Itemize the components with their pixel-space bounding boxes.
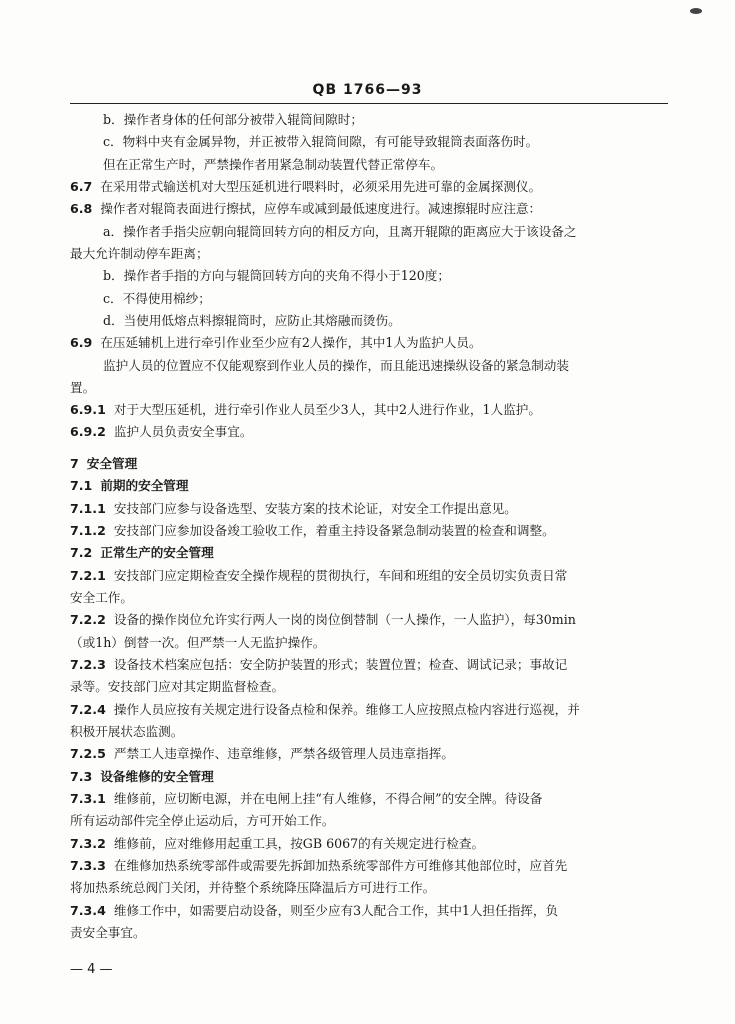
text-line xyxy=(70,568,567,584)
clause-text: 在采用带式输送机对大型压延机进行喂料时，必须采用先进可靠的金属探测仪。 xyxy=(100,178,542,194)
text-line xyxy=(70,612,576,628)
text-line xyxy=(70,335,482,351)
text-line xyxy=(70,836,484,852)
clause-number: 6.8 xyxy=(70,201,93,217)
clause-number: 7 xyxy=(70,456,79,472)
clause-number: 7.1.1 xyxy=(70,500,106,516)
clause-number: 6.9 xyxy=(70,335,93,351)
text-line xyxy=(70,679,284,695)
clause-text: 前期的安全管理 xyxy=(100,478,189,494)
clause-text: 维修前，应对维修用起重工具，按GB 6067的有关规定进行检查。 xyxy=(113,835,485,851)
text-line xyxy=(70,903,558,919)
clause-text: 在压延辅机上进行牵引作业至少应有2人操作，其中1人为监护人员。 xyxy=(100,335,482,351)
text-line xyxy=(70,246,209,262)
clause-number: 7.3.2 xyxy=(70,835,106,851)
text-line xyxy=(70,746,454,762)
clause-number: 7.2.4 xyxy=(70,701,106,717)
clause-text: b．操作者手指的方向与辊筒回转方向的夹角不得小于120度； xyxy=(103,268,450,284)
text-line xyxy=(103,358,569,374)
clause-text: 监护人员负责安全事宜。 xyxy=(113,424,253,440)
clause-text: 安全工作。 xyxy=(70,590,133,606)
clause-text: 正常生产的安全管理 xyxy=(100,545,214,561)
clause-number: 7.3 xyxy=(70,768,93,784)
text-line xyxy=(70,380,95,396)
standard-code-header: QB 1766—93 xyxy=(312,82,423,98)
text-line xyxy=(70,424,252,440)
clause-number: 7.1.2 xyxy=(70,523,106,539)
text-line xyxy=(70,201,541,217)
text-line xyxy=(70,880,435,896)
clause-text: c．不得使用棉纱； xyxy=(103,290,211,306)
clause-text: 监护人员的位置应不仅能观察到作业人员的操作，而且能迅速操纵设备的紧急制动装 xyxy=(103,357,569,373)
clause-text: 将加热系统总阀门关闭，并待整个系统降压降温后方可进行工作。 xyxy=(70,880,436,896)
clause-text: 安技部门应参加设备竣工验收工作，着重主持设备紧急制动装置的检查和调整。 xyxy=(113,523,555,539)
text-line xyxy=(70,402,541,418)
clause-number: 7.1 xyxy=(70,478,93,494)
page-number: — 4 — xyxy=(70,962,113,977)
text-line xyxy=(103,134,538,150)
text-line xyxy=(70,791,542,807)
clause-number: 6.9.2 xyxy=(70,424,106,440)
clause-text: 所有运动部件完全停止运动后，方可开始工作。 xyxy=(70,813,335,829)
clause-text: 对于大型压延机，进行牵引作业人员至少3人，其中2人进行作业，1人监护。 xyxy=(113,402,541,418)
text-line xyxy=(103,112,363,128)
header-rule xyxy=(70,103,668,104)
clause-text: 置。 xyxy=(70,379,96,395)
clause-text: （或1h）倒替一次。但严禁一人无监护操作。 xyxy=(70,634,326,650)
clause-number: 6.9.1 xyxy=(70,402,106,418)
clause-text: 安技部门应参与设备选型、安装方案的技术论证，对安全工作提出意见。 xyxy=(113,500,517,516)
clause-number: 6.7 xyxy=(70,178,93,194)
clause-number: 7.2.5 xyxy=(70,746,106,762)
text-line xyxy=(70,478,188,494)
clause-text: b．操作者身体的任何部分被带入辊筒间隙时； xyxy=(103,112,363,127)
text-line xyxy=(70,179,541,195)
clause-number: 7.2.2 xyxy=(70,612,106,628)
text-line xyxy=(70,456,137,472)
text-line xyxy=(70,769,214,785)
text-line xyxy=(70,925,146,941)
text-line xyxy=(70,657,567,673)
clause-number: 7.2 xyxy=(70,545,93,561)
clause-text: 积极开展状态监测。 xyxy=(70,723,184,739)
clause-text: 维修前，应切断电源，并在电闸上挂“有人维修，不得合闸”的安全牌。待设备 xyxy=(113,790,543,806)
clause-number: 7.3.3 xyxy=(70,857,106,873)
clause-text: 维修工作中，如需要启动设备，则至少应有3人配合工作，其中1人担任指挥，负 xyxy=(113,902,559,918)
clause-text: 责安全事宜。 xyxy=(70,924,146,940)
text-line xyxy=(70,702,580,718)
clause-text: 设备的操作岗位允许实行两人一岗的岗位倒替制（一人操作，一人监护），每30min xyxy=(113,612,576,628)
text-line xyxy=(70,501,517,517)
text-line xyxy=(103,313,401,329)
clause-text: 录等。安技部门应对其定期监督检查。 xyxy=(70,679,285,695)
text-line xyxy=(70,858,567,874)
clause-number: 7.3.4 xyxy=(70,902,106,918)
clause-text: 最大允许制动停车距离； xyxy=(70,245,209,261)
clause-text: 安技部门应定期检查安全操作规程的贯彻执行，车间和班组的安全员切实负责日常 xyxy=(113,567,568,583)
clause-number: 7.2.1 xyxy=(70,567,106,583)
scan-speck xyxy=(690,8,702,14)
text-line xyxy=(103,291,211,307)
clause-text: 操作者对辊筒表面进行擦拭，应停车或减到最低速度进行。减速擦辊时应注意： xyxy=(100,201,542,217)
clause-text: 在维修加热系统零部件或需要先拆卸加热系统零部件方可维修其他部位时，应首先 xyxy=(113,857,568,873)
clause-text: 操作人员应按有关规定进行设备点检和保养。维修工人应按照点检内容进行巡视，并 xyxy=(113,701,580,717)
text-line xyxy=(70,724,183,740)
clause-text: 设备技术档案应包括：安全防护装置的形式；装置位置；检查、调试记录；事故记 xyxy=(113,656,568,672)
clause-text: d．当使用低熔点料擦辊筒时，应防止其熔融而烫伤。 xyxy=(103,312,401,328)
text-line xyxy=(70,545,214,561)
text-line xyxy=(103,268,450,284)
clause-text: 安全管理 xyxy=(86,456,138,472)
text-line xyxy=(103,157,443,173)
text-line xyxy=(70,590,133,606)
text-line xyxy=(70,523,555,539)
clause-text: 但在正常生产时，严禁操作者用紧急制动装置代替正常停车。 xyxy=(103,156,444,172)
text-line xyxy=(103,224,576,240)
clause-text: 严禁工人违章操作、违章维修，严禁各级管理人员违章指挥。 xyxy=(113,746,454,762)
text-line xyxy=(70,813,334,829)
clause-number: 7.2.3 xyxy=(70,656,106,672)
text-line xyxy=(70,635,325,651)
clause-text: 设备维修的安全管理 xyxy=(100,768,214,784)
clause-number: 7.3.1 xyxy=(70,790,106,806)
clause-text: c．物料中夹有金属异物，并正被带入辊筒间隙，有可能导致辊筒表面落伤时。 xyxy=(103,134,539,150)
clause-text: a．操作者手指尖应朝向辊筒回转方向的相反方向，且离开辊隙的距离应大于该设备之 xyxy=(103,223,577,239)
